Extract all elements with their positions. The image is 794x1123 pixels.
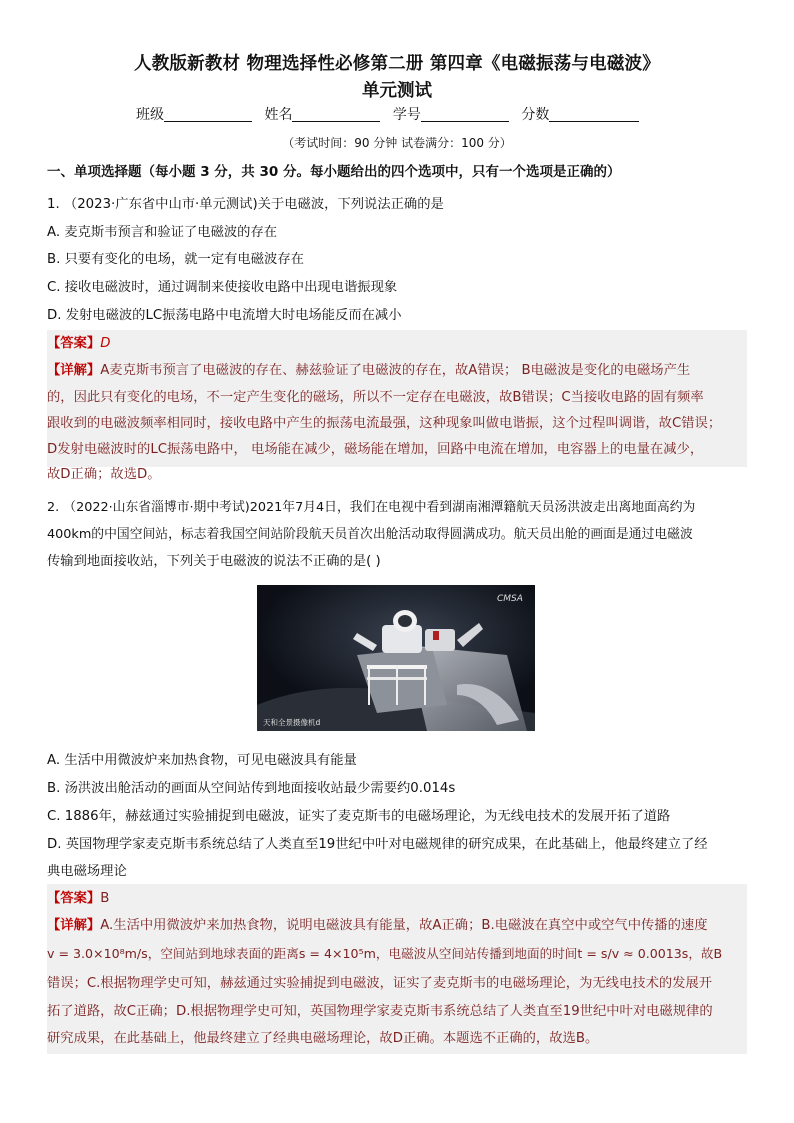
student-info-line — [136, 104, 647, 124]
document-title: 人教版新教材 物理选择性必修第二册 第四章《电磁振荡与电磁波》 — [134, 54, 660, 74]
q1-detail-line-3: 跟收到的电磁波频率相同时，接收电路中产生的振荡电流最强，这种现象叫做电谐振，这个过程叫调谐，故C错误； — [47, 416, 722, 431]
q1-stem: 1. （2023·广东省中山市·单元测试)关于电磁波，下列说法正确的是 — [47, 197, 444, 212]
q2-option-a: A. 生活中用微波炉来加热食物，可见电磁波具有能量 — [47, 753, 357, 768]
section-heading: 一、单项选择题（每小题 3 分，共 30 分。每小题给出的四个选项中，只有一个选项是正确的） — [47, 164, 621, 180]
class-label: 班级 — [136, 107, 164, 123]
class-blank[interactable] — [164, 106, 252, 122]
q2-option-c: C. 1886年，赫兹通过实验捕捉到电磁波，证实了麦克斯韦的电磁场理论，为无线电技术的发展开拓了道路 — [47, 809, 671, 824]
q1-detail-line-2: 的，因此只有变化的电场，不一定产生变化的磁场，所以不一定存在电磁波，故B错误；C当接收电路的固有频率 — [47, 390, 704, 405]
q2-answer-line — [47, 887, 109, 906]
photo-caption: 天和全景摄像机d — [263, 718, 321, 727]
q2-detail-line-2: v = 3.0×10⁸m/s，空间站到地球表面的距离s = 4×10⁵m，电磁波从空间站传播到地面的时间t = s/v ≈ 0.0013s，故B — [47, 946, 723, 961]
q1-option-c: C. 接收电磁波时，通过调制来使接收电路中出现电谐振现象 — [47, 280, 398, 295]
q2-solution-box — [47, 884, 747, 1054]
q1-detail-line-5: 故D正确；故选D。 — [47, 467, 161, 482]
document-subtitle: 单元测试 — [362, 81, 432, 101]
q1-option-d: D. 发射电磁波的LC振荡电路中电流增大时电场能反而在减小 — [47, 308, 402, 323]
q1-detail-tag: 【详解】 — [47, 363, 101, 378]
q2-stem-line-3: 传输到地面接收站，下列关于电磁波的说法不正确的是( ) — [47, 554, 381, 569]
q2-detail-line-4: 拓了道路，故C正确；D.根据物理学史可知，英国物理学家麦克斯韦系统总结了人类直至19世纪中叶对电磁规律的 — [47, 1004, 713, 1019]
q1-detail-line-1: 【详解】A麦克斯韦预言了电磁波的存在、赫兹验证了电磁波的存在，故A错误； B电磁波是变化的电磁场产生 — [47, 363, 691, 378]
q2-option-d: D. 英国物理学家麦克斯韦系统总结了人类直至19世纪中叶对电磁规律的研究成果，在此基础上，他最终建立了经 — [47, 837, 708, 852]
score-label: 分数 — [521, 107, 550, 123]
exam-info: （考试时间：90 分钟 试卷满分：100 分） — [282, 136, 512, 150]
name-blank[interactable] — [292, 106, 380, 122]
name-label: 姓名 — [264, 107, 293, 123]
q2-stem-line-1: 2. （2022·山东省淄博市·期中考试)2021年7月4日，我们在电视中看到湖南湘潭籍航天员汤洪波走出离地面高约为 — [47, 500, 696, 515]
q2-option-d-cont: 典电磁场理论 — [47, 864, 127, 879]
score-blank[interactable] — [549, 106, 639, 122]
spacewalk-photo — [257, 585, 535, 731]
q1-option-a: A. 麦克斯韦预言和验证了电磁波的存在 — [47, 225, 278, 240]
photo-logo: CMSA — [497, 594, 523, 604]
q2-detail-line-5: 研究成果，在此基础上，他最终建立了经典电磁场理论，故D正确。本题选不正确的，故选B。 — [47, 1031, 599, 1046]
q1-answer: D — [100, 336, 111, 351]
q1-answer-tag: 【答案】 — [47, 336, 101, 351]
id-blank[interactable] — [421, 106, 509, 122]
q2-stem-line-2: 400km的中国空间站，标志着我国空间站阶段航天员首次出舱活动取得圆满成功。航天员出舱的画面是通过电磁波 — [47, 527, 693, 542]
q2-detail-tag: 【详解】 — [47, 918, 101, 933]
q2-answer-tag: 【答案】 — [47, 891, 101, 906]
q1-detail-line-4: D发射电磁波时的LC振荡电路中， 电场能在减少，磁场能在增加，回路中电流在增加，电容器上的电量在减少， — [47, 442, 704, 457]
q2-option-b: B. 汤洪波出舱活动的画面从空间站传到地面接收站最少需要约0.014s — [47, 781, 456, 796]
q2-detail-line-3: 错误；C.根据物理学史可知，赫兹通过实验捕捉到电磁波，证实了麦克斯韦的电磁场理论，为无线电技术的发展开 — [47, 976, 713, 991]
q1-option-b: B. 只要有变化的电场，就一定有电磁波存在 — [47, 252, 304, 267]
q2-detail-line-1: 【详解】A.生活中用微波炉来加热食物，说明电磁波具有能量，故A正确；B.电磁波在真空中或空气中传播的速度 — [47, 918, 708, 933]
q1-solution-box — [47, 330, 747, 482]
q1-answer-line — [47, 332, 110, 351]
q2-answer: B — [100, 891, 110, 906]
id-label: 学号 — [392, 107, 421, 123]
